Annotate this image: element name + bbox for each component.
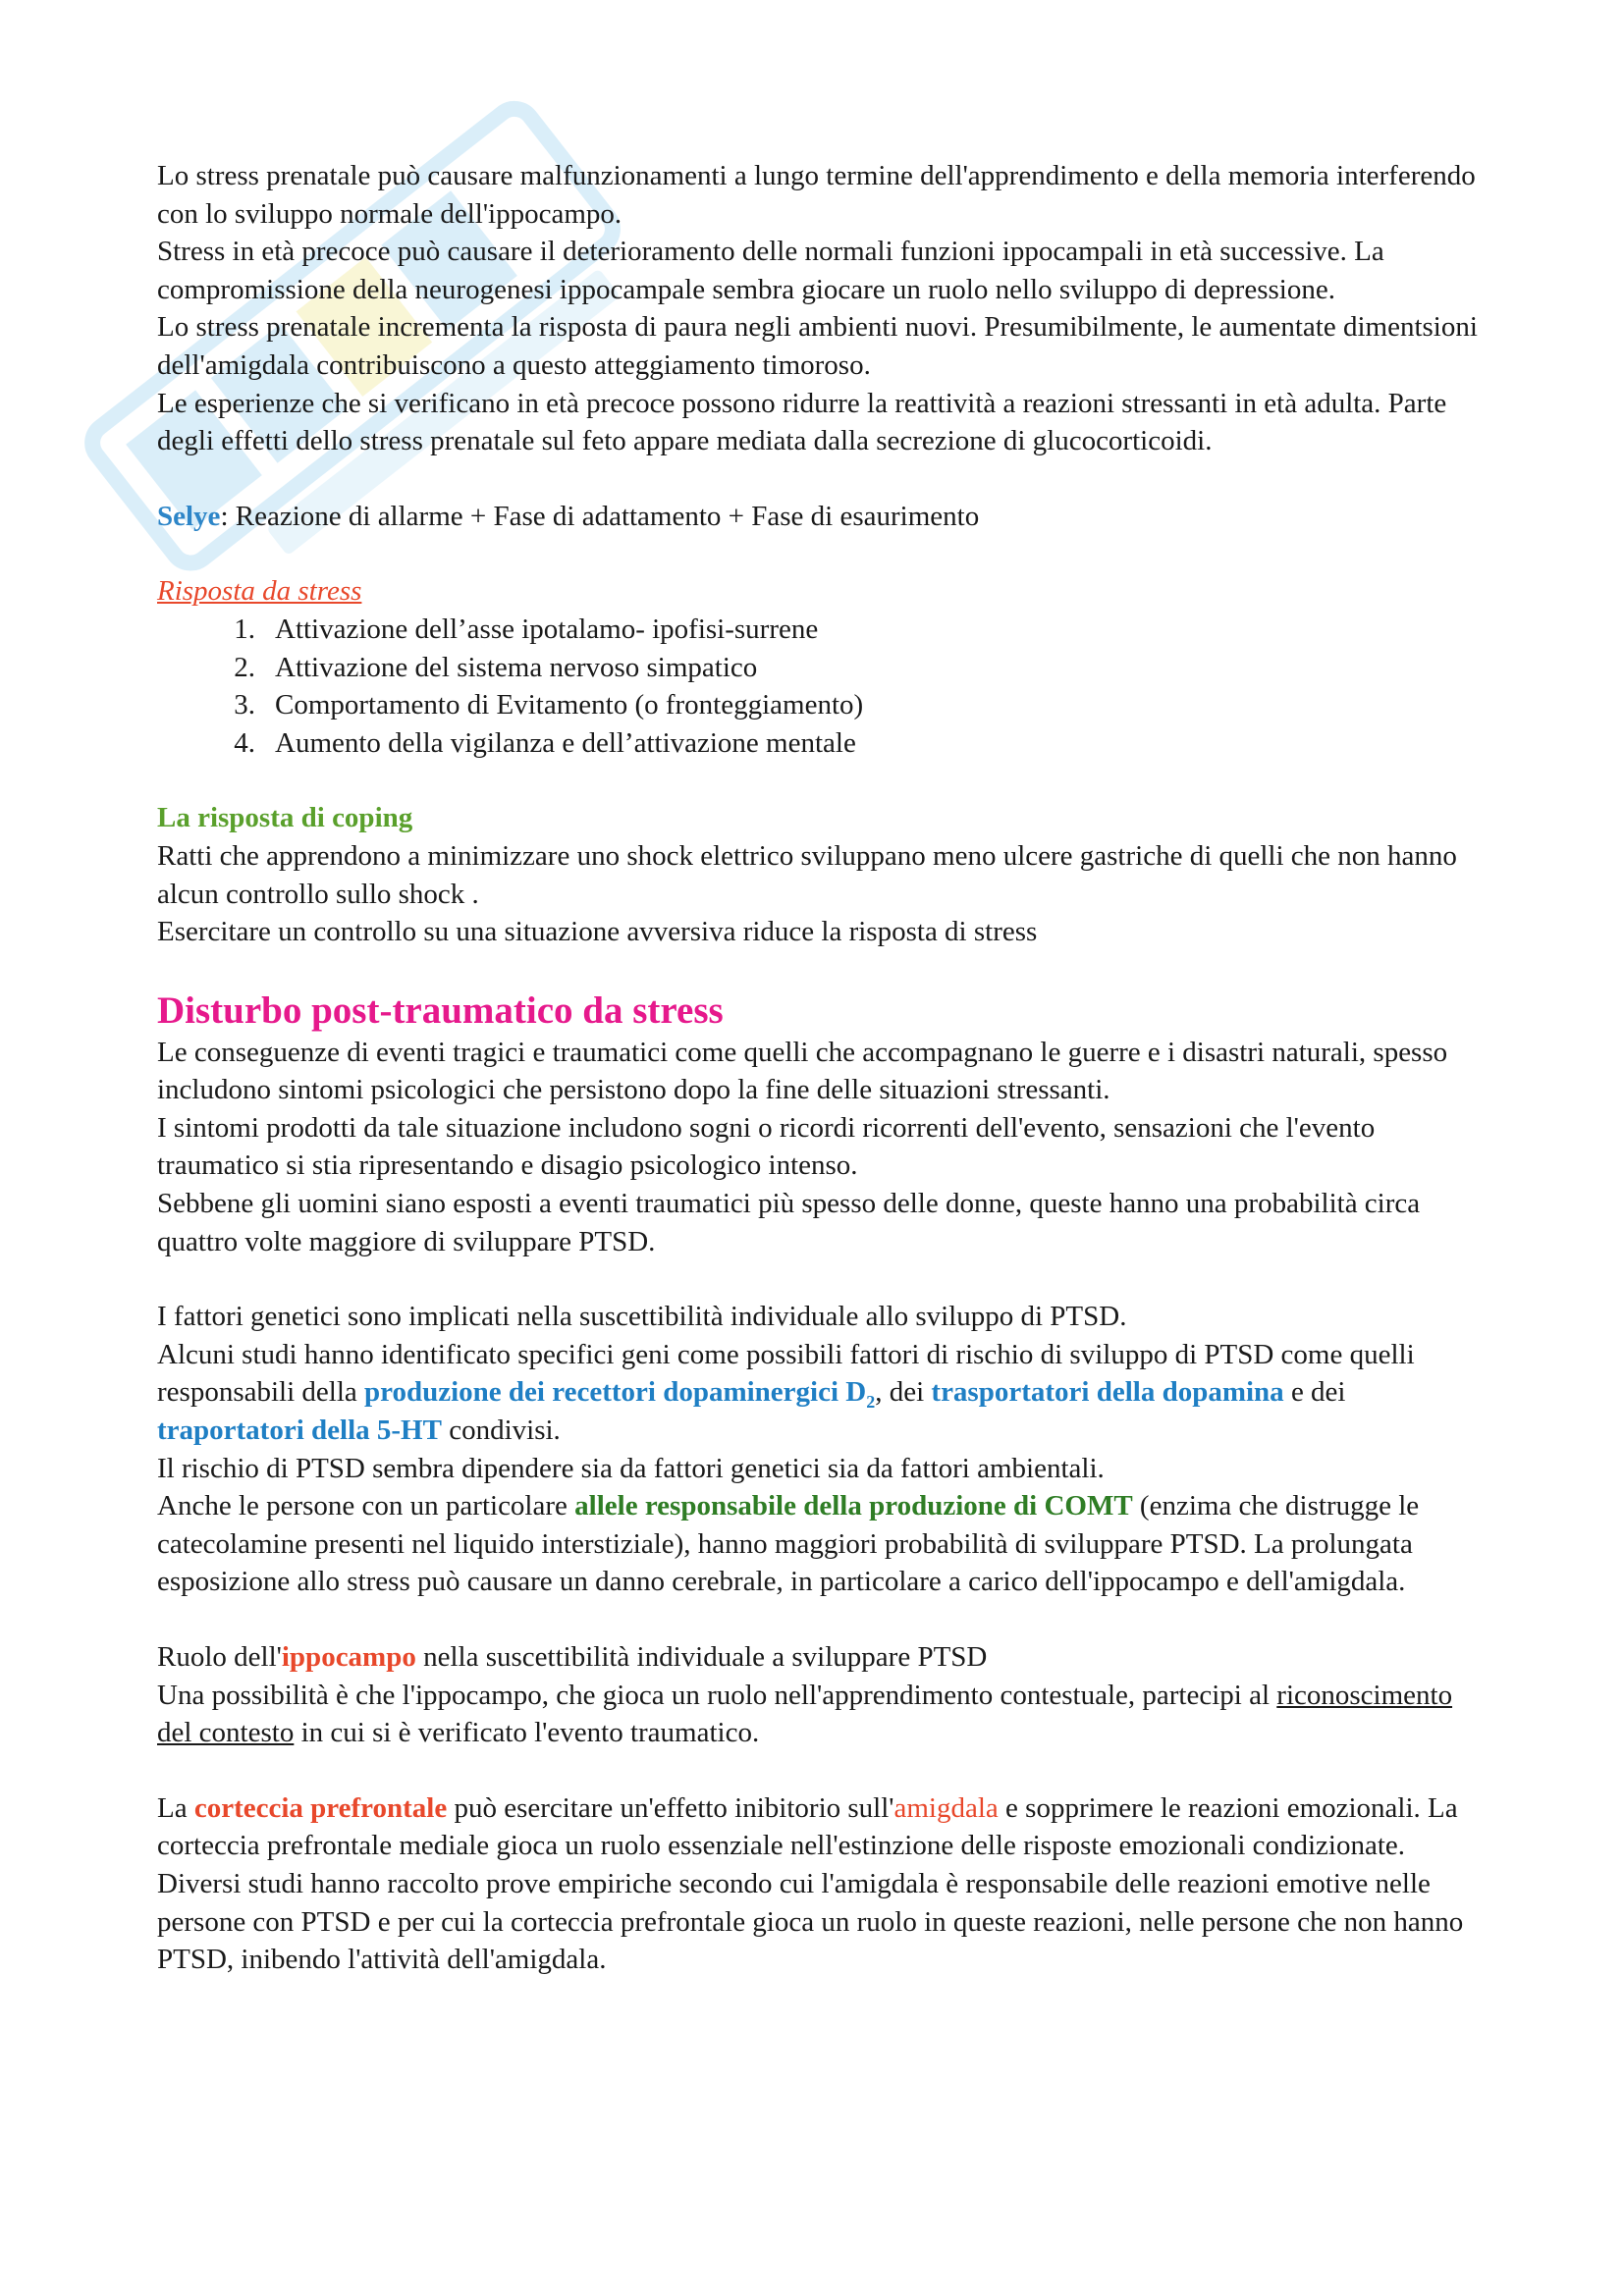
text-run: (enzima che distrugge le catecolamine presenti nel liquido interstiziale), hanno maggiori probabilità di sviluppare PTSD. La prolungata esposizione allo stress può causare un danno cerebrale, in particolare a carico dell'ippocampo e dell'amigdala.	[157, 1490, 1420, 1598]
text-run: condivisi.	[441, 1415, 561, 1447]
text-run: Una possibilità è che l'ippocampo, che gioca un ruolo nell'apprendimento contestuale, partecipi al	[157, 1679, 1277, 1711]
paragraph: Le esperienze che si verificano in età precoce possono ridurre la reattività a reazioni stressanti in età adulta. Parte degli effetti dello stress prenatale sul feto appare mediata dalla secrezione di glucocorticoidi.	[157, 387, 1447, 457]
text-run: Alcuni studi hanno identificato specifici geni come possibili fattori di rischio di sviluppo di PTSD come quelli responsabili della	[157, 1338, 1415, 1409]
highlight-trasportatori: trasportatori della dopamina	[931, 1376, 1284, 1409]
ptsd-intro-section	[157, 1034, 1483, 1261]
paragraph	[157, 1789, 1483, 1979]
list-number: 2.	[234, 651, 255, 683]
risposta-list	[157, 611, 1483, 762]
list-number: 3.	[234, 689, 255, 721]
selye-text: : Reazione di allarme + Fase di adattamento + Fase di esaurimento	[220, 500, 980, 532]
selye-label: Selye	[157, 500, 221, 532]
subscript: 2	[866, 1392, 876, 1413]
list-text: Attivazione del sistema nervoso simpatico	[275, 651, 758, 683]
selye-section	[157, 498, 1483, 536]
coping-section	[157, 799, 1483, 950]
paragraph	[157, 1487, 1483, 1601]
paragraph: Le conseguenze di eventi tragici e traumatici come quelli che accompagnano le guerre e i disastri naturali, spesso includono sintomi psicologici che persistono dopo la fine delle situazioni stressanti.	[157, 1036, 1448, 1106]
ptsd-genetics-section	[157, 1298, 1483, 1601]
corteccia-section	[157, 1789, 1483, 1979]
paragraph: Lo stress prenatale può causare malfunzionamenti a lungo termine dell'apprendimento e della memoria interferendo con lo sviluppo normale dell'ippocampo.	[157, 160, 1476, 230]
list-item	[157, 611, 1483, 649]
highlight-ippocampo: ippocampo	[281, 1641, 416, 1673]
coping-heading: La risposta di coping	[157, 802, 413, 834]
highlight-comt: allele responsabile della produzione di COMT	[574, 1490, 1133, 1522]
text-run: produzione dei recettori dopaminergici D	[364, 1376, 867, 1409]
text-run: nella suscettibilità individuale a sviluppare PTSD	[415, 1641, 988, 1673]
text-run: e sopprimere le reazioni emozionali. La corteccia prefrontale mediale gioca un ruolo essenziale nell'estinzione delle risposte emozionali condizionate. Diversi studi hanno raccolto prove empiriche secondo cui l'amigdala è responsabile delle reazioni emotive nelle persone con PTSD e per cui la corteccia prefrontale gioca un ruolo in queste reazioni, nelle persone che non hanno PTSD, inibendo l'attività dell'amigdala.	[157, 1791, 1464, 1976]
list-text: Comportamento di Evitamento (o fronteggiamento)	[275, 689, 864, 721]
paragraph: Ratti che apprendono a minimizzare uno shock elettrico sviluppano meno ulcere gastriche di quelli che non hanno alcun controllo sullo shock .	[157, 839, 1457, 910]
paragraph: I sintomi prodotti da tale situazione includono sogni o ricordi ricorrenti dell'evento, sensazioni che l'evento traumatico si stia ripresentando e disagio psicologico intenso.	[157, 1111, 1376, 1182]
stress-prenatale-section	[157, 157, 1483, 460]
list-item	[157, 724, 1483, 763]
text-run: Anche le persone con un particolare	[157, 1490, 575, 1522]
text-run: può esercitare un'effetto inibitorio sull'	[447, 1791, 894, 1824]
text-run: e dei	[1283, 1376, 1346, 1409]
ptsd-heading: Disturbo post-traumatico da stress	[157, 988, 724, 1032]
paragraph: Stress in età precoce può causare il deterioramento delle normali funzioni ippocampali in età successive. La compromissione della neurogenesi ippocampale sembra giocare un ruolo nello sviluppo di depressione.	[157, 236, 1384, 305]
underlined-contesto: riconoscimento del contesto	[157, 1679, 1453, 1749]
paragraph	[157, 1638, 1483, 1677]
list-text: Attivazione dell’asse ipotalamo- ipofisi-surrene	[275, 613, 819, 645]
list-item	[157, 686, 1483, 724]
list-text: Aumento della vigilanza e dell’attivazione mentale	[275, 726, 856, 759]
paragraph: Esercitare un controllo su una situazione avversiva riduce la risposta di stress	[157, 916, 1038, 948]
selye-line	[157, 498, 1483, 536]
risposta-heading: Risposta da stress	[157, 575, 362, 608]
paragraph: I fattori genetici sono implicati nella suscettibilità individuale allo sviluppo di PTSD.	[157, 1301, 1127, 1333]
text-run: La	[157, 1791, 194, 1824]
list-number: 4.	[234, 726, 255, 759]
highlight-corteccia: corteccia prefrontale	[193, 1791, 448, 1824]
list-number: 1.	[234, 613, 255, 645]
highlight-amigdala: amigdala	[893, 1791, 999, 1824]
highlight-5ht: traportatori della 5-HT	[157, 1415, 442, 1447]
highlight-recettori	[364, 1376, 876, 1413]
document-page	[157, 157, 1483, 2016]
text-run: Ruolo dell'	[157, 1641, 282, 1673]
ippocampo-section	[157, 1638, 1483, 1752]
text-run: in cui si è verificato l'evento traumatico.	[294, 1717, 760, 1749]
list-item	[157, 649, 1483, 687]
paragraph: Sebbene gli uomini siano esposti a eventi traumatici più spesso delle donne, queste hanno una probabilità circa quattro volte maggiore di sviluppare PTSD.	[157, 1188, 1421, 1257]
paragraph: Il rischio di PTSD sembra dipendere sia da fattori genetici sia da fattori ambientali.	[157, 1452, 1105, 1484]
paragraph	[157, 1336, 1483, 1450]
paragraph: Lo stress prenatale incrementa la risposta di paura negli ambienti nuovi. Presumibilmente, le aumentate dimentsioni dell'amigdala contribuiscono a questo atteggiamento timoroso.	[157, 311, 1478, 381]
risposta-section	[157, 572, 1483, 762]
paragraph	[157, 1677, 1483, 1752]
text-run: , dei	[875, 1376, 932, 1409]
